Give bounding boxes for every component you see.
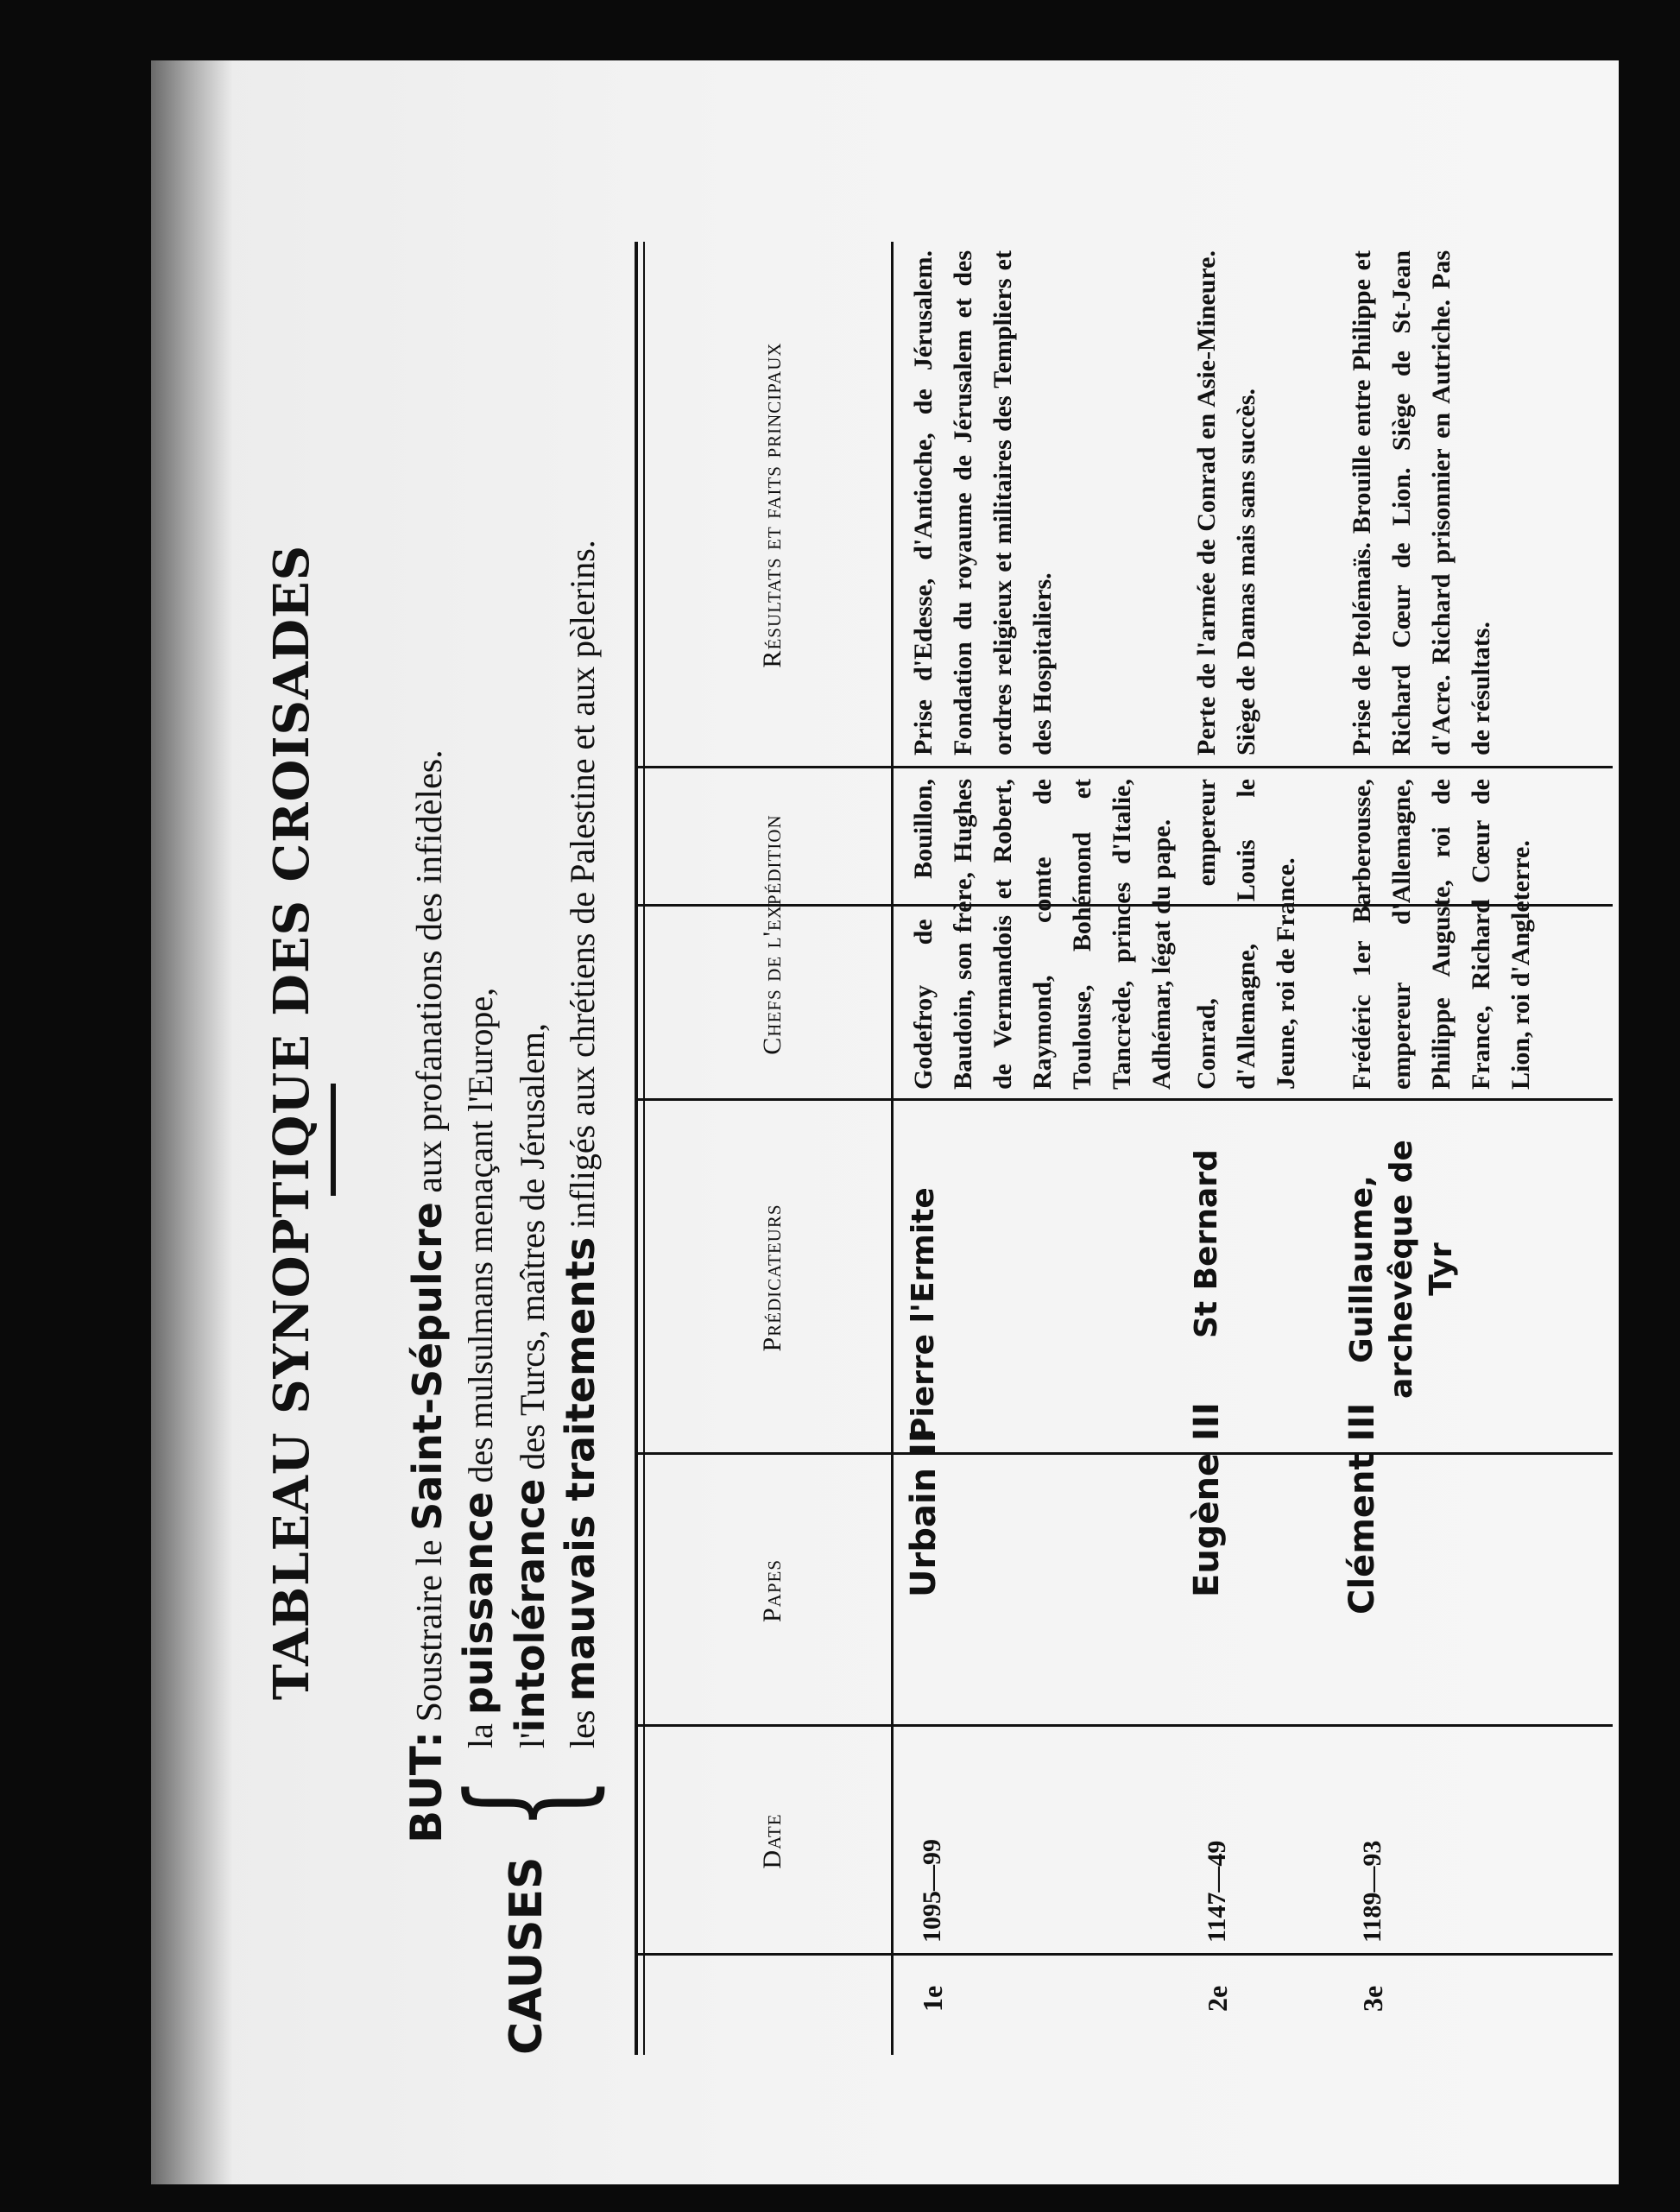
- row-predicateur: Guillaume, archevêque de Tyr: [1344, 1140, 1459, 1399]
- row-number: 1e: [917, 1985, 948, 2012]
- row-pape: Clément III: [1342, 1402, 1382, 1615]
- table-top-rule-thin: [643, 242, 645, 2055]
- cause-emphasis: intolérance: [507, 1478, 553, 1733]
- cause-prefix: les: [563, 1710, 602, 1748]
- row-pape: Eugène III: [1187, 1402, 1227, 1597]
- cause-emphasis: puissance: [455, 1491, 502, 1716]
- row-predicateur: St Bernard: [1189, 1149, 1224, 1338]
- cause-prefix: la: [461, 1723, 500, 1748]
- cause-rest: des mulsulmans menaçant l'Europe,: [461, 987, 500, 1483]
- but-text-after: aux profanations des infidèles.: [410, 749, 450, 1193]
- cause-emphasis: mauvais traitements: [557, 1236, 603, 1702]
- row-chefs: Conrad, empereur d'Allemagne, Louis le Jeune, roi de France.: [1192, 779, 1300, 1090]
- row-chefs: Godefroy de Bouillon, Baudoin, son frère, Hughes de Vermandois et Robert, Raymond, comte de Toulouse, Bohémond et Tancrède, princes d'Italie, Adhémar, légat du pape.: [909, 779, 1176, 1090]
- but-label: BUT:: [401, 1730, 452, 1843]
- header-date: Date: [758, 1813, 786, 1869]
- header-papes: Papes: [758, 1558, 786, 1623]
- rotated-page-content: [151, 60, 1619, 2184]
- causes-label: CAUSES: [501, 1856, 553, 2055]
- row-resultats: Prise d'Edesse, d'Antioche, de Jérusalem. Fondation du royaume de Jérusalem et des ordres religieux et militaires des Templiers et des Hospitaliers.: [909, 250, 1057, 755]
- row-pape: Urbain II: [904, 1430, 944, 1597]
- but-statement: [401, 749, 452, 1843]
- row-resultats: Prise de Ptolémaïs. Brouille entre Philippe et Richard Cœur de Lion. Siège de St-Jean d'Acre. Richard prisonnier en Autriche. Pas de résultats.: [1348, 250, 1495, 755]
- cause-item: [557, 540, 603, 1748]
- header-resultats: Résultats et faits principaux: [758, 342, 786, 668]
- row-predicateur: Pierre l'Ermite: [906, 1187, 941, 1440]
- but-emphasis: Saint-Sépulcre: [404, 1202, 451, 1531]
- table-top-rule: [635, 242, 638, 2055]
- header-predicateurs: Prédicateurs: [758, 1204, 786, 1352]
- causes-brace: {: [436, 1776, 616, 1830]
- row-chefs: Frédéric 1er Barberousse, empereur d'Allemagne, Philippe Auguste, roi de France, Richard Cœur de Lion, roi d'Angleterre.: [1348, 779, 1535, 1090]
- paper-sheet: [151, 60, 1619, 2184]
- header-chefs: Chefs de l'expédition: [758, 814, 786, 1055]
- row-date: 1189—93: [1358, 1840, 1386, 1943]
- title-underline: [331, 1084, 336, 1196]
- row-date: 1095—99: [918, 1839, 946, 1943]
- row-number: 2e: [1202, 1985, 1233, 2012]
- row-date: 1147—49: [1203, 1840, 1231, 1943]
- cause-item: [507, 1023, 553, 1748]
- but-text-before: Soustraire le: [410, 1539, 450, 1722]
- cause-prefix: l': [513, 1732, 552, 1748]
- cause-rest: infligés aux chrétiens de Palestine et aux pèlerins.: [563, 540, 602, 1229]
- cause-rest: des Turcs, maîtres de Jérusalem,: [513, 1022, 552, 1470]
- page-title: TABLEAU SYNOPTIQUE DES CROISADES: [263, 544, 320, 1701]
- cause-item: [455, 988, 502, 1748]
- table-header-rule: [891, 242, 894, 2055]
- row-resultats: Perte de l'armée de Conrad en Asie-Mineure. Siège de Damas mais sans succès.: [1192, 250, 1260, 755]
- row-number: 3e: [1357, 1985, 1388, 2012]
